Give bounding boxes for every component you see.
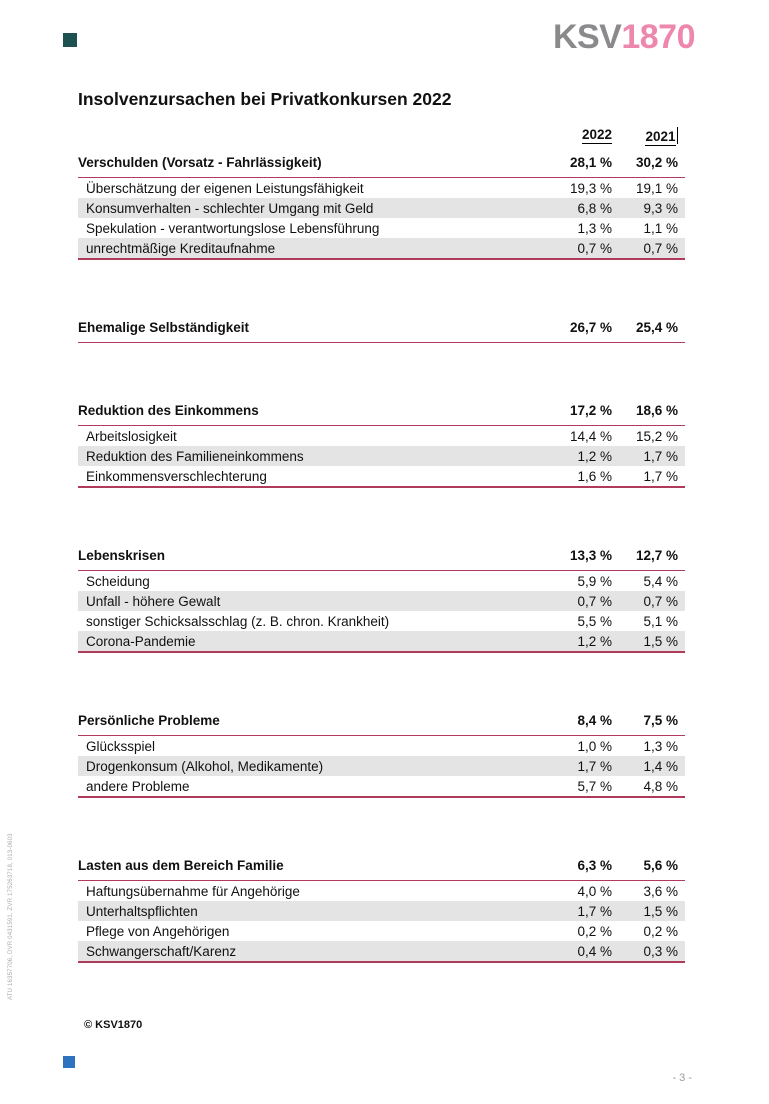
row-value-2021: 3,6 % — [643, 883, 678, 899]
row-value-2022: 0,7 % — [577, 593, 612, 609]
section-header — [78, 316, 685, 338]
row-value-2021: 19,1 % — [635, 180, 678, 196]
section-6 — [78, 854, 685, 963]
section-value-2022: 13,3 % — [569, 547, 612, 563]
table-row — [78, 446, 685, 466]
section-value-2022: 6,3 % — [577, 857, 612, 873]
row-label: Spekulation - verantwortungslose Lebensführung — [86, 220, 380, 236]
section-rows — [78, 880, 685, 963]
section-5 — [78, 709, 685, 798]
row-value-2021: 1,5 % — [643, 633, 678, 649]
row-value-2022: 0,4 % — [577, 943, 612, 959]
section-value-2022: 26,7 % — [569, 319, 612, 335]
logo-gray-text: KSV — [552, 18, 622, 56]
row-label: Schwangerschaft/Karenz — [86, 943, 237, 959]
registry-side-note: ATU 16357706, DVR 0431591, ZVR 175263718, 013-0603 — [8, 833, 14, 1000]
table-row — [78, 756, 685, 776]
table-row — [78, 218, 685, 238]
row-value-2021: 0,7 % — [643, 593, 678, 609]
insolvency-table — [78, 127, 685, 1031]
section-title: Reduktion des Einkommens — [78, 402, 259, 418]
section-header — [78, 151, 685, 173]
row-label: Unterhaltspflichten — [86, 903, 198, 919]
row-label: sonstiger Schicksalsschlag (z. B. chron. Krankheit) — [86, 613, 390, 629]
row-label: Reduktion des Familieneinkommens — [86, 448, 304, 464]
row-label: Corona-Pandemie — [86, 633, 196, 649]
table-row — [78, 921, 685, 941]
section-rows — [78, 342, 685, 343]
row-value-2022: 1,0 % — [577, 738, 612, 754]
row-value-2021: 0,3 % — [643, 943, 678, 959]
text-cursor — [677, 127, 679, 144]
sections-container — [78, 151, 685, 963]
section-header — [78, 544, 685, 566]
row-value-2022: 1,7 % — [577, 758, 612, 774]
table-row — [78, 611, 685, 631]
row-label: Unfall - höhere Gewalt — [86, 593, 221, 609]
row-value-2021: 4,8 % — [643, 778, 678, 794]
row-value-2022: 19,3 % — [569, 180, 612, 196]
section-value-2021: 5,6 % — [643, 857, 678, 873]
section-value-2022: 17,2 % — [569, 402, 612, 418]
table-row — [78, 426, 685, 446]
column-header-2021-cell — [612, 127, 678, 144]
teal-marker-square — [63, 33, 77, 47]
logo-pink-text: 1870 — [621, 18, 695, 56]
section-value-2021: 12,7 % — [635, 547, 678, 563]
section-rows — [78, 177, 685, 260]
column-header-2022: 2022 — [581, 127, 612, 142]
section-header — [78, 709, 685, 731]
section-value-2022: 28,1 % — [569, 154, 612, 170]
section-4 — [78, 544, 685, 653]
row-value-2022: 5,9 % — [577, 573, 612, 589]
row-value-2021: 9,3 % — [643, 200, 678, 216]
table-row — [78, 776, 685, 796]
row-value-2021: 1,7 % — [643, 448, 678, 464]
table-row — [78, 736, 685, 756]
row-value-2021: 1,3 % — [643, 738, 678, 754]
row-label: andere Probleme — [86, 778, 190, 794]
section-header — [78, 854, 685, 876]
row-value-2022: 5,5 % — [577, 613, 612, 629]
table-row — [78, 238, 685, 258]
column-header-2022-cell — [540, 127, 612, 142]
row-label: Glücksspiel — [86, 738, 156, 754]
page-title: Insolvenzursachen bei Privatkonkursen 2022 — [78, 89, 452, 109]
section-value-2022: 8,4 % — [577, 712, 612, 728]
row-value-2022: 5,7 % — [577, 778, 612, 794]
row-label: Drogenkonsum (Alkohol, Medikamente) — [86, 758, 324, 774]
page-number: - 3 - — [672, 1072, 692, 1084]
column-header-2021: 2021 — [645, 129, 676, 144]
section-rows — [78, 570, 685, 653]
table-row — [78, 901, 685, 921]
row-value-2021: 0,7 % — [643, 240, 678, 256]
row-value-2021: 0,2 % — [643, 923, 678, 939]
row-value-2021: 1,5 % — [643, 903, 678, 919]
year-header-row — [78, 127, 685, 151]
table-row — [78, 631, 685, 651]
table-row — [78, 178, 685, 198]
section-2 — [78, 316, 685, 343]
row-value-2022: 1,6 % — [577, 468, 612, 484]
row-value-2021: 15,2 % — [635, 428, 678, 444]
section-value-2021: 30,2 % — [635, 154, 678, 170]
row-value-2022: 0,2 % — [577, 923, 612, 939]
section-rows — [78, 425, 685, 488]
section-value-2021: 18,6 % — [635, 402, 678, 418]
row-value-2021: 5,1 % — [643, 613, 678, 629]
row-value-2021: 1,1 % — [643, 220, 678, 236]
row-value-2022: 14,4 % — [569, 428, 612, 444]
section-title: Verschulden (Vorsatz - Fahrlässigkeit) — [78, 154, 322, 170]
section-title: Ehemalige Selbständigkeit — [78, 319, 250, 335]
row-value-2022: 4,0 % — [577, 883, 612, 899]
table-row — [78, 198, 685, 218]
section-3 — [78, 399, 685, 488]
row-label: Arbeitslosigkeit — [86, 428, 177, 444]
row-value-2022: 1,7 % — [577, 903, 612, 919]
row-value-2021: 5,4 % — [643, 573, 678, 589]
section-1 — [78, 151, 685, 260]
row-label: Überschätzung der eigenen Leistungsfähigkeit — [86, 180, 364, 196]
row-label: Pflege von Angehörigen — [86, 923, 230, 939]
row-label: Scheidung — [86, 573, 150, 589]
row-value-2022: 1,2 % — [577, 633, 612, 649]
row-value-2021: 1,4 % — [643, 758, 678, 774]
row-label: Konsumverhalten - schlechter Umgang mit Geld — [86, 200, 374, 216]
section-value-2021: 25,4 % — [635, 319, 678, 335]
section-title: Lasten aus dem Bereich Familie — [78, 857, 284, 873]
ksv1870-logo — [553, 20, 695, 54]
table-row — [78, 571, 685, 591]
row-value-2022: 0,7 % — [577, 240, 612, 256]
section-header — [78, 399, 685, 421]
row-value-2022: 1,2 % — [577, 448, 612, 464]
copyright-note: © KSV1870 — [84, 1019, 143, 1031]
row-label: Einkommensverschlechterung — [86, 468, 267, 484]
row-value-2021: 1,7 % — [643, 468, 678, 484]
table-row — [78, 466, 685, 486]
row-label: Haftungsübernahme für Angehörige — [86, 883, 300, 899]
table-row — [78, 591, 685, 611]
blue-marker-square — [63, 1056, 75, 1068]
row-value-2022: 1,3 % — [577, 220, 612, 236]
section-title: Persönliche Probleme — [78, 712, 220, 728]
section-title: Lebenskrisen — [78, 547, 166, 563]
table-row — [78, 881, 685, 901]
table-row — [78, 941, 685, 961]
row-label: unrechtmäßige Kreditaufnahme — [86, 240, 276, 256]
section-value-2021: 7,5 % — [643, 712, 678, 728]
section-rows — [78, 735, 685, 798]
row-value-2022: 6,8 % — [577, 200, 612, 216]
